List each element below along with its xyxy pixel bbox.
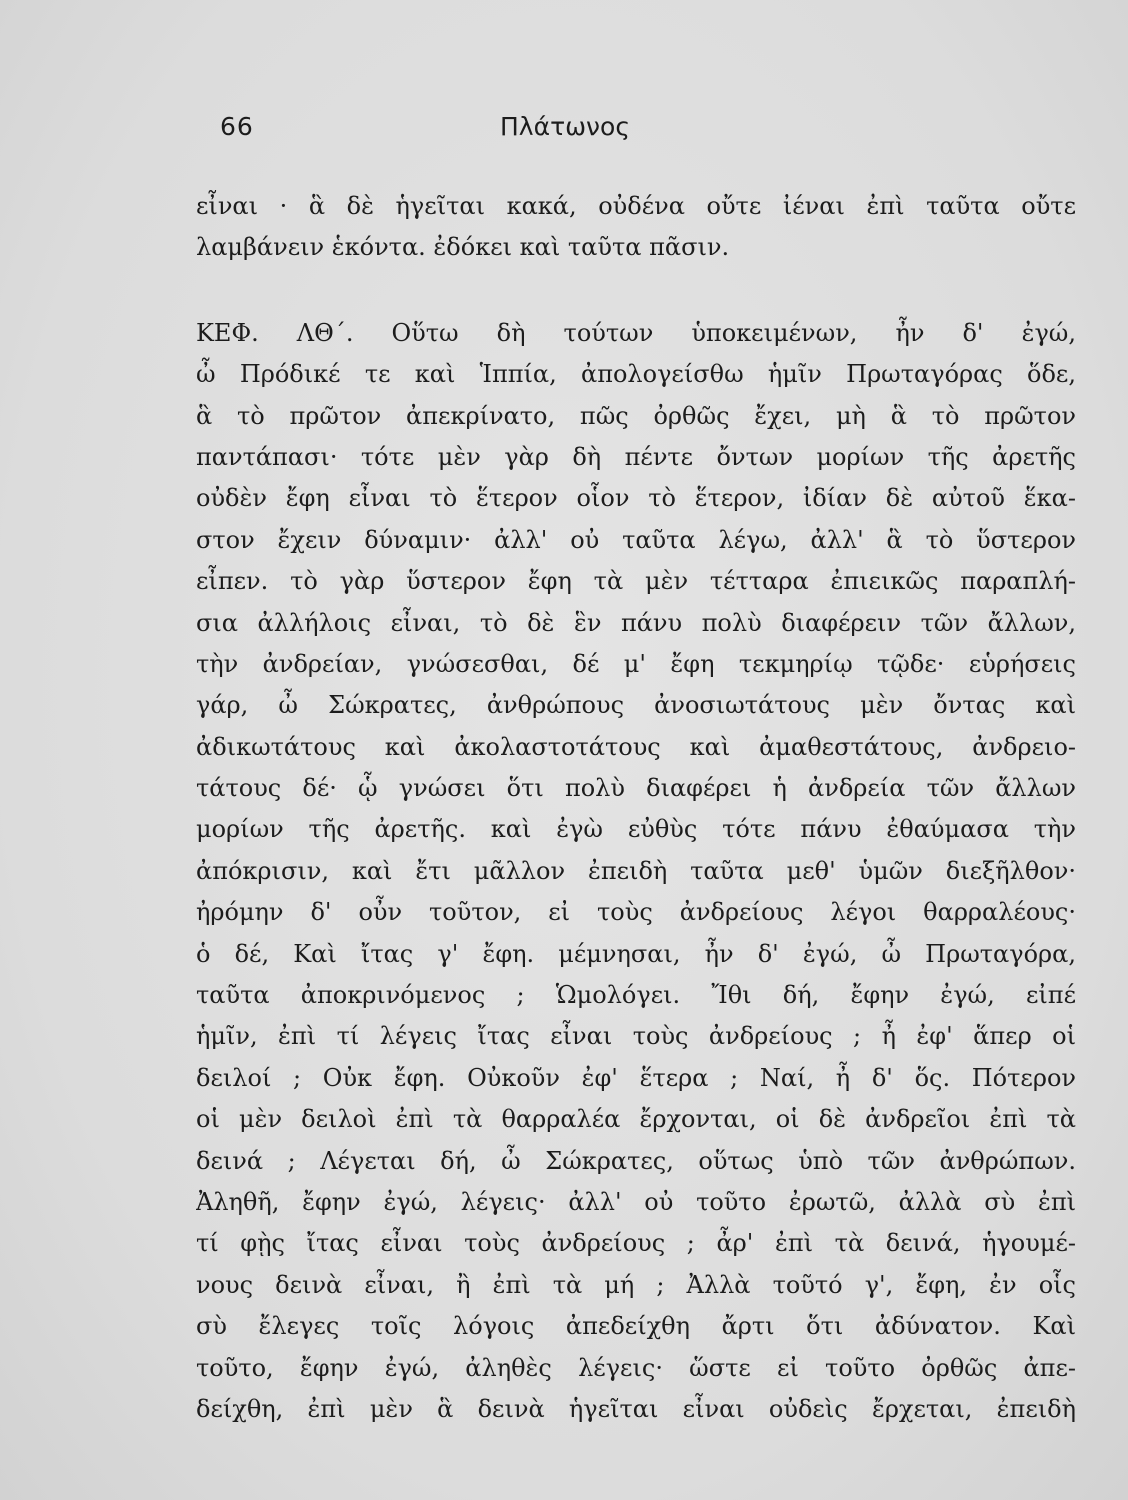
text-line: λαμβάνειν ἑκόντα. ἐδόκει καὶ ταῦτα πᾶσιν. xyxy=(196,233,730,262)
text-line: δείχθη, ἐπὶ μὲν ἃ δεινὰ ἡγεῖται εἶναι οὐδεὶς ἔρχεται, ἐπειδὴ xyxy=(196,1394,1076,1423)
text-line: στον ἔχειν δύναμιν· ἀλλ' οὐ ταῦτα λέγω, ἀλλ' ἃ τὸ ὕστερον xyxy=(196,525,1076,554)
text-line: ἀπόκρισιν, καὶ ἔτι μᾶλλον ἐπειδὴ ταῦτα μεθ' ὑμῶν διεξῆλθον· xyxy=(196,856,1076,885)
paragraph-2 xyxy=(196,313,1076,1431)
body-text xyxy=(196,186,1076,1430)
text-line: ταῦτα ἀποκρινόμενος ; Ὡμολόγει. Ἴθι δή, ἔφην ἐγώ, εἰπέ xyxy=(196,981,1076,1010)
text-line: τάτους δέ· ᾧ γνώσει ὅτι πολὺ διαφέρει ἡ ἀνδρεία τῶν ἄλλων xyxy=(196,774,1076,803)
text-line: δειλοί ; Οὐκ ἔφη. Οὐκοῦν ἐφ' ἕτερα ; Ναί, ἦ δ' ὅς. Πότερον xyxy=(196,1063,1076,1092)
text-line: εἶπεν. τὸ γὰρ ὕστερον ἔφη τὰ μὲν τέτταρα ἐπιεικῶς παραπλή- xyxy=(196,567,1076,596)
text-line: ἠρόμην δ' οὖν τοῦτον, εἰ τοὺς ἀνδρείους λέγοι θαρραλέους· xyxy=(196,898,1076,927)
text-line: οἱ μὲν δειλοὶ ἐπὶ τὰ θαρραλέα ἔρχονται, οἱ δὲ ἀνδρεῖοι ἐπὶ τὰ xyxy=(196,1105,1076,1134)
page-header xyxy=(220,112,910,152)
text-line: Ἀληθῆ, ἔφην ἐγώ, λέγεις· ἀλλ' οὐ τοῦτο ἐρωτῶ, ἀλλὰ σὺ ἐπὶ xyxy=(196,1187,1076,1216)
text-line: γάρ, ὦ Σώκρατες, ἀνθρώπους ἀνοσιωτάτους μὲν ὄντας καὶ xyxy=(196,691,1076,720)
text-line: εἶναι · ἃ δὲ ἡγεῖται κακά, οὐδένα οὔτε ἰέναι ἐπὶ ταῦτα οὔτε xyxy=(196,192,1076,220)
text-line: οὐδὲν ἔφη εἶναι τὸ ἕτερον οἷον τὸ ἕτερον, ἰδίαν δὲ αὐτοῦ ἕκα- xyxy=(196,484,1076,513)
chapter-heading-line: ΚΕΦ. ΛΘ΄. Οὕτω δὴ τούτων ὑποκειμένων, ἦν δ' ἐγώ, xyxy=(196,318,1076,347)
text-line: ὦ Πρόδικέ τε καὶ Ἱππία, ἀπολογείσθω ἡμῖν Πρωταγόρας ὅδε, xyxy=(196,360,1076,389)
text-line: δεινά ; Λέγεται δή, ὦ Σώκρατες, οὕτως ὑπὸ τῶν ἀνθρώπων. xyxy=(196,1146,1076,1175)
running-title: Πλάτωνος xyxy=(500,112,630,141)
text-line: τὴν ἀνδρείαν, γνώσεσθαι, δέ μ' ἔφη τεκμηρίῳ τῷδε· εὑρήσεις xyxy=(196,649,1076,678)
text-line: σια ἀλλήλοις εἶναι, τὸ δὲ ἓν πάνυ πολὺ διαφέρειν τῶν ἄλλων, xyxy=(196,608,1076,637)
text-line: τοῦτο, ἔφην ἐγώ, ἀληθὲς λέγεις· ὥστε εἰ τοῦτο ὀρθῶς ἀπε- xyxy=(196,1353,1076,1382)
paragraph-1 xyxy=(196,186,1076,269)
text-line: μορίων τῆς ἀρετῆς. καὶ ἐγὼ εὐθὺς τότε πάνυ ἐθαύμασα τὴν xyxy=(196,815,1076,844)
text-line: ἀδικωτάτους καὶ ἀκολαστοτάτους καὶ ἀμαθεστάτους, ἀνδρειο- xyxy=(196,732,1076,761)
text-line: νους δεινὰ εἶναι, ἢ ἐπὶ τὰ μή ; Ἀλλὰ τοῦτό γ', ἔφη, ἐν οἷς xyxy=(196,1270,1076,1299)
text-line: παντάπασι· τότε μὲν γὰρ δὴ πέντε ὄντων μορίων τῆς ἀρετῆς xyxy=(196,442,1076,471)
page-number: 66 xyxy=(220,112,254,141)
text-line: τί φῂς ἴτας εἶναι τοὺς ἀνδρείους ; ἆρ' ἐπὶ τὰ δεινά, ἡγουμέ- xyxy=(196,1229,1076,1258)
text-line: ἃ τὸ πρῶτον ἀπεκρίνατο, πῶς ὀρθῶς ἔχει, μὴ ἃ τὸ πρῶτον xyxy=(196,401,1076,430)
text-line: σὺ ἔλεγες τοῖς λόγοις ἀπεδείχθη ἄρτι ὅτι ἀδύνατον. Καὶ xyxy=(196,1312,1076,1341)
text-line: ἡμῖν, ἐπὶ τί λέγεις ἴτας εἶναι τοὺς ἀνδρείους ; ἦ ἐφ' ἅπερ οἱ xyxy=(196,1022,1076,1051)
text-line: ὁ δέ, Καὶ ἴτας γ' ἔφη. μέμνησαι, ἦν δ' ἐγώ, ὦ Πρωταγόρα, xyxy=(196,939,1076,968)
